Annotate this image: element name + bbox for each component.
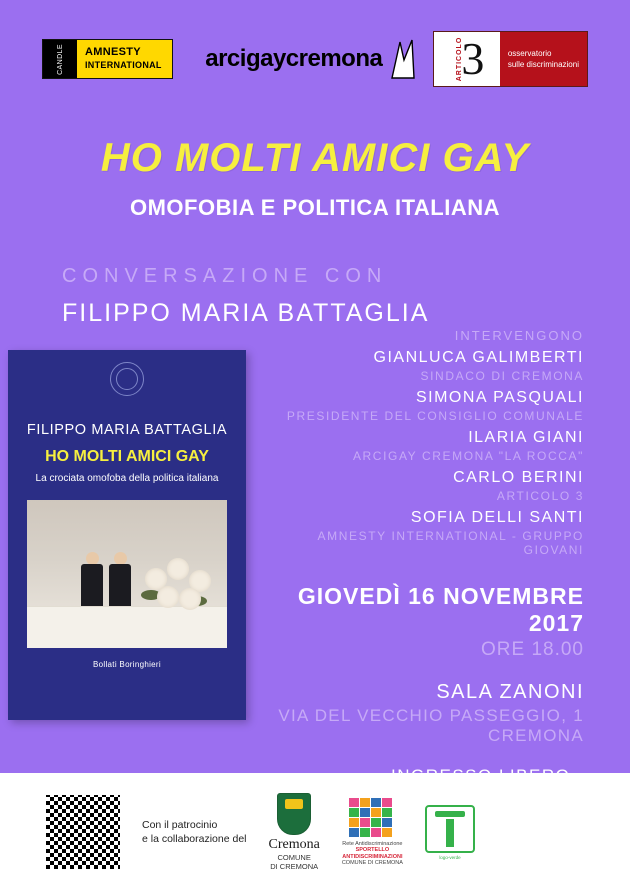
publisher-emblem-icon — [110, 362, 144, 396]
anti-line4: COMUNE DI CREMONA — [341, 860, 403, 866]
logo-bar — [0, 0, 630, 118]
colored-squares-icon — [349, 798, 395, 838]
articolo3-numeral-block — [434, 32, 500, 86]
patronage-line2: e la collaborazione del — [142, 833, 247, 845]
green-key-icon — [425, 805, 475, 853]
event-venue: SALA ZANONI — [436, 681, 584, 703]
arcigay-wordmark: arcigaycremona — [205, 45, 383, 72]
body-area — [0, 328, 630, 785]
roses-bouquet — [141, 550, 219, 612]
page-title: HO MOLTI AMICI GAY — [100, 136, 530, 180]
cremona-sub1: COMUNE — [277, 853, 311, 862]
event-date: GIOVEDÌ 16 NOVEMBRE 2017 — [297, 583, 584, 636]
speaker-name: SIMONA PASQUALI — [415, 389, 584, 406]
qr-code[interactable] — [46, 795, 120, 869]
amnesty-line1: AMNESTY — [85, 46, 141, 58]
cremona-shield-icon — [277, 793, 311, 835]
patronage-line1: Con il patrocinio — [142, 819, 218, 831]
footer-bar — [0, 773, 630, 891]
anti-line3: ANTIDISCRIMINAZIONI — [342, 853, 403, 860]
event-city: CREMONA — [488, 726, 584, 745]
conversation-label: CONVERSAZIONE CON — [62, 265, 388, 287]
amnesty-line2: INTERNATIONAL — [85, 60, 162, 70]
green-partner-logo — [425, 805, 475, 860]
event-time: ORE 18.00 — [481, 639, 584, 660]
articolo3-logo — [433, 31, 588, 87]
cremona-sub2: DI CREMONA — [270, 862, 319, 871]
cremona-name: Cremona — [268, 837, 320, 852]
speakers-label: INTERVENGONO — [454, 328, 584, 343]
speaker-name: GIANLUCA GALIMBERTI — [373, 349, 584, 366]
arcigay-cremona-logo — [205, 38, 418, 80]
conversation-guest: FILIPPO MARIA BATTAGLIA — [62, 299, 430, 327]
speaker-role: ARCIGAY CREMONA "LA ROCCA" — [352, 449, 584, 463]
speaker-name: CARLO BERINI — [453, 469, 584, 486]
book-author: FILIPPO MARIA BATTAGLIA — [26, 422, 228, 438]
anti-line1: Rete Antidiscriminazione — [342, 840, 403, 847]
green-caption: logo-verde — [439, 854, 461, 860]
antidiscriminazioni-logo — [342, 798, 403, 867]
speaker-name: ILARIA GIANI — [468, 429, 584, 446]
book-cover-photo — [27, 500, 227, 648]
conversation-block — [0, 265, 630, 328]
free-entry-note: • INGRESSO LIBERO • — [377, 766, 584, 785]
articolo3-caption — [500, 32, 587, 86]
cake-topper-figure — [79, 552, 105, 606]
cake-shape — [27, 606, 227, 648]
speaker-role: SINDACO DI CREMONA — [420, 369, 584, 383]
articolo3-line1: osservatorio — [507, 49, 552, 58]
book-title: HO MOLTI AMICI GAY — [45, 448, 209, 465]
amnesty-candle-icon — [43, 40, 77, 78]
book-cover — [8, 350, 246, 720]
patronage-text — [142, 818, 247, 846]
articolo3-vertical-text: ARTICOLO — [455, 36, 463, 82]
speaker-role: AMNESTY INTERNATIONAL - GRUPPO GIOVANI — [317, 529, 584, 557]
anti-text-block — [342, 841, 403, 867]
title-block — [0, 136, 630, 221]
amnesty-international-logo — [42, 39, 173, 79]
page-subtitle: OMOFOBIA E POLITICA ITALIANA — [129, 195, 501, 220]
speaker-role: PRESIDENTE DEL CONSIGLIO COMUNALE — [286, 409, 584, 423]
rabbit-mark-icon — [386, 38, 418, 80]
articolo3-line2: sulle discriminazioni — [507, 60, 579, 69]
amnesty-vertical-text: CANDLE — [56, 43, 64, 75]
speaker-name: SOFIA DELLI SANTI — [410, 509, 584, 526]
speaker-role: ARTICOLO 3 — [496, 489, 584, 503]
event-address: VIA DEL VECCHIO PASSEGGIO, 1 — [278, 706, 584, 725]
anti-line2: SPORTELLO — [355, 847, 390, 853]
comune-di-cremona-logo — [269, 793, 320, 871]
amnesty-wordmark — [77, 40, 172, 78]
articolo3-numeral: 3 — [461, 33, 485, 84]
event-details — [254, 328, 584, 786]
book-publisher: Bollati Boringhieri — [93, 660, 161, 669]
cake-topper-figure — [107, 552, 133, 606]
book-subtitle: La crociata omofoba della politica italiana — [35, 473, 219, 484]
